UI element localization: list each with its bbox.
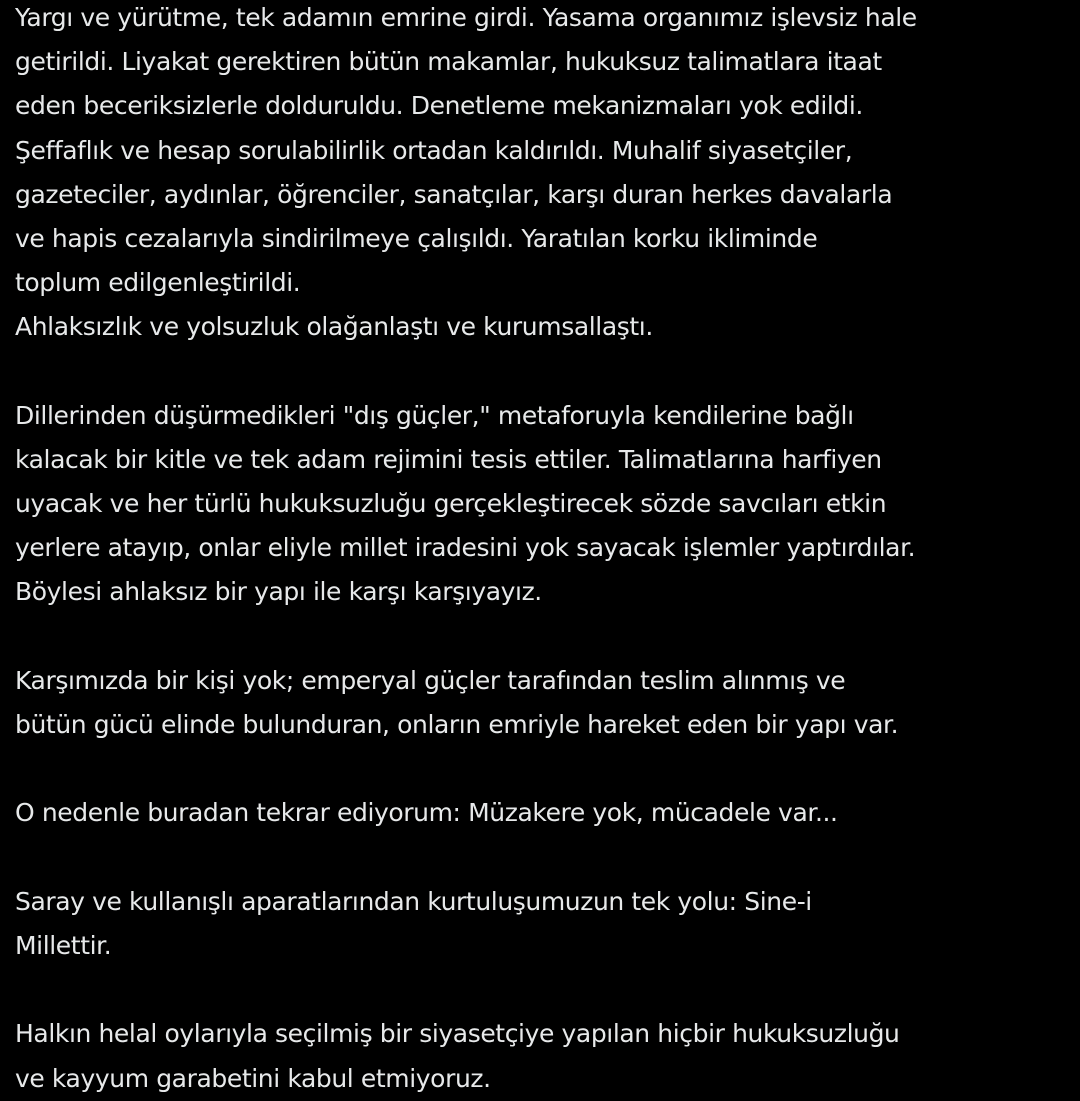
text-line: ve kayyum garabetini kabul etmiyoruz. — [15, 1063, 491, 1093]
text-line: toplum edilgenleştirildi. — [15, 268, 301, 298]
text-line: yerlere atayıp, onlar eliyle millet iradesini yok sayacak işlemler yaptırdılar. — [15, 533, 916, 563]
text-line: Yargı ve yürütme, tek adamın emrine girdi. Yasama organımız işlevsiz hale — [15, 3, 917, 32]
text-line: kalacak bir kitle ve tek adam rejimini tesis ettiler. Talimatlarına harfiyen — [15, 444, 882, 474]
post-text — [15, 0, 1070, 1101]
text-line: Şeffaflık ve hesap sorulabilirlik ortadan kaldırıldı. Muhalif siyasetçiler, — [15, 135, 853, 165]
text-line: Dillerinden düşürmedikleri "dış güçler," metaforuyla kendilerine bağlı — [15, 400, 854, 430]
paragraph-spacer — [15, 615, 1070, 659]
text-line: Böylesi ahlaksız bir yapı ile karşı karşıyayız. — [15, 577, 542, 607]
text-line: Ahlaksızlık ve yolsuzluk olağanlaştı ve kurumsallaştı. — [15, 312, 653, 342]
text-line: getirildi. Liyakat gerektiren bütün makamlar, hukuksuz talimatlara itaat — [15, 47, 882, 77]
paragraph — [15, 394, 1070, 615]
text-line: O nedenle buradan tekrar ediyorum: Müzakere yok, mücadele var... — [15, 798, 838, 828]
text-line: Millettir. — [15, 930, 112, 960]
paragraph-spacer — [15, 968, 1070, 1012]
text-line: Karşımızda bir kişi yok; emperyal güçler tarafından teslim alınmış ve — [15, 665, 846, 695]
paragraph — [15, 659, 1070, 747]
text-line: Halkın helal oylarıyla seçilmiş bir siyasetçiye yapılan hiçbir hukuksuzluğu — [15, 1019, 900, 1049]
paragraph-spacer — [15, 836, 1070, 880]
paragraph — [15, 0, 1070, 350]
text-line: eden beceriksizlerle dolduruldu. Denetleme mekanizmaları yok edildi. — [15, 91, 863, 121]
text-line: bütün gücü elinde bulunduran, onların emriyle hareket eden bir yapı var. — [15, 710, 899, 739]
text-line: gazeteciler, aydınlar, öğrenciler, sanatçılar, karşı duran herkes davalarla — [15, 179, 893, 209]
text-line: uyacak ve her türlü hukuksuzluğu gerçekleştirecek sözde savcıları etkin — [15, 489, 887, 519]
text-line: ve hapis cezalarıyla sindirilmeye çalışıldı. Yaratılan korku ikliminde — [15, 223, 818, 253]
text-line: Saray ve kullanışlı aparatlarından kurtuluşumuzun tek yolu: Sine-i — [15, 886, 812, 916]
paragraph — [15, 1012, 1070, 1100]
paragraph — [15, 791, 1070, 835]
paragraph-spacer — [15, 747, 1070, 791]
paragraph — [15, 880, 1070, 968]
paragraph-spacer — [15, 350, 1070, 394]
